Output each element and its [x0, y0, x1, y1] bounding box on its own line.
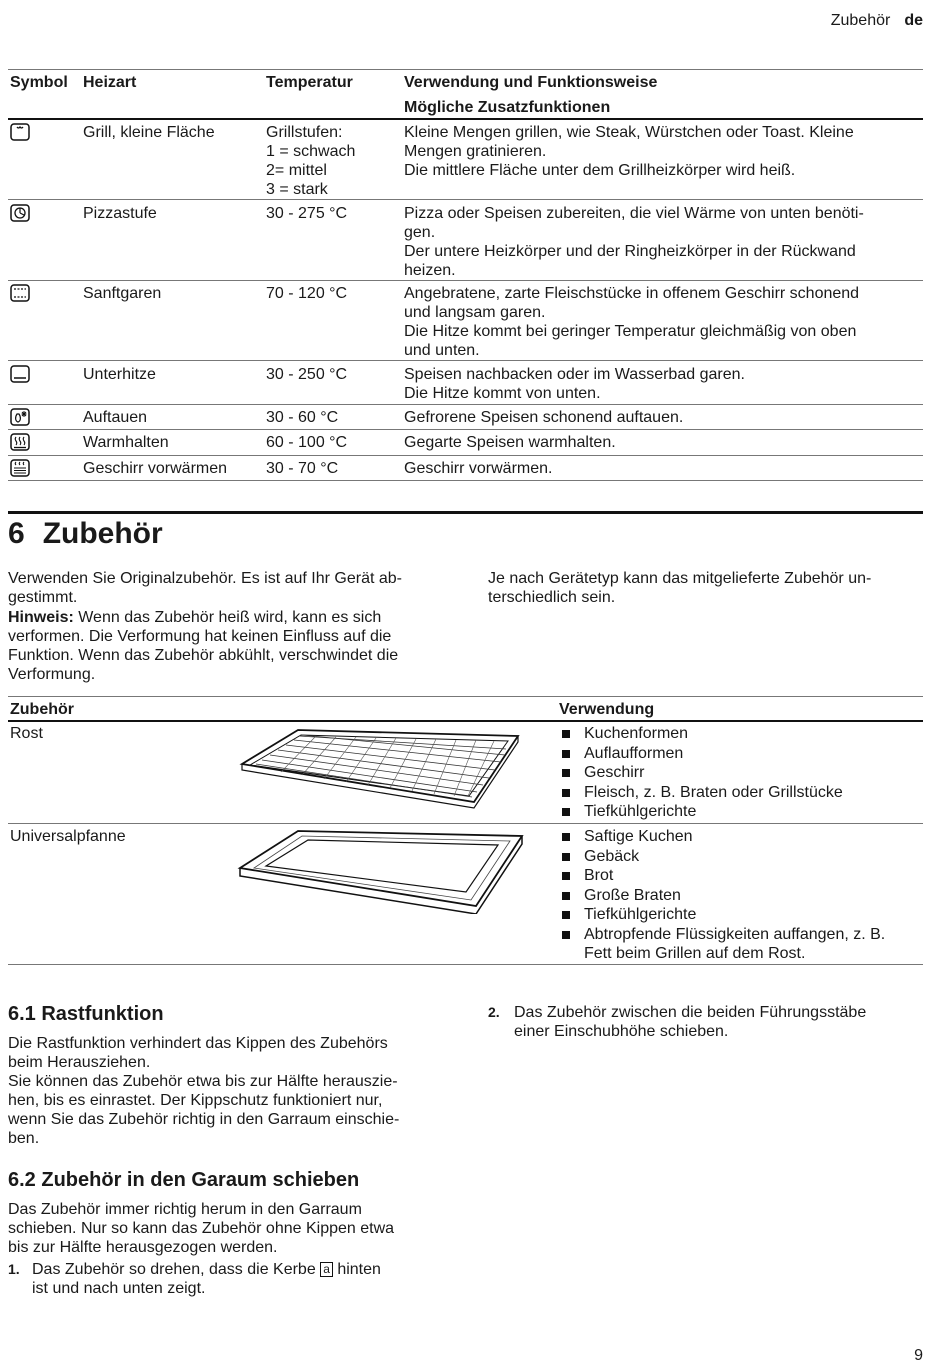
step-text — [32, 1260, 452, 1298]
header-rule — [8, 118, 923, 120]
mode-temperature: 30 - 60 °C — [266, 409, 339, 426]
notch-marker: a — [320, 1262, 333, 1277]
bottom-heat-icon — [10, 365, 30, 383]
insert-paragraph: Das Zubehör immer richtig herum in den Garraum schieben. Nur so kann das Zubehör ohne Kippen etwa bis zur Hälfte herausgezogen werden. — [8, 1201, 395, 1256]
list-item: Große Braten — [560, 886, 885, 906]
col-header-symbol: Symbol — [10, 74, 68, 91]
note-text: Wenn das Zubehör heiß wird, kann es sich verformen. Die Verformung hat keinen Einfluss auf die Funktion. Wenn das Zubehör abkühlt, verschwindet die Verformung. — [8, 609, 399, 683]
row-divider — [8, 280, 923, 281]
step-text: Das Zubehör zwischen die beiden Führungsstäbe einer Einschubhöhe schieben. — [514, 1004, 867, 1040]
list-item: Geschirr — [560, 763, 843, 783]
accessory-name: Rost — [10, 725, 43, 742]
keep-warm-icon — [10, 433, 30, 451]
col-header-extra: Mögliche Zusatzfunktionen — [404, 99, 611, 116]
acc-header-item: Zubehör — [10, 701, 74, 718]
mode-usage: Speisen nachbacken oder im Wasserbad garen. Die Hitze kommt von unten. — [404, 366, 745, 402]
page-number: 9 — [914, 1347, 923, 1364]
slow-cook-icon — [10, 284, 30, 302]
list-item: Abtropfende Flüssigkeiten auffangen, z. B. Fett beim Grillen auf dem Rost. — [560, 925, 885, 964]
list-item: Gebäck — [560, 847, 885, 867]
note-paragraph — [8, 608, 448, 684]
mode-name: Warmhalten — [83, 434, 169, 451]
grill-small-icon — [10, 123, 30, 141]
list-item: Brot — [560, 866, 885, 886]
row-divider — [8, 823, 923, 824]
list-item: Auflaufformen — [560, 744, 843, 764]
mode-usage: Gefrorene Speisen schonend auftauen. — [404, 409, 684, 426]
header-section: Zubehör — [830, 12, 891, 29]
step-number: 1. — [8, 1261, 20, 1277]
mode-usage: Gegarte Speisen warmhalten. — [404, 434, 616, 451]
plate-warm-icon — [10, 459, 30, 477]
mode-name: Grill, kleine Fläche — [83, 124, 215, 141]
mode-temperature: 70 - 120 °C — [266, 285, 348, 302]
col-header-use: Verwendung und Funktionsweise — [404, 74, 658, 91]
universal-pan-illustration — [236, 826, 526, 914]
step1-text-a: Das Zubehör so drehen, dass die Kerbe — [32, 1261, 316, 1278]
header-lang: de — [904, 12, 923, 29]
mode-temperature: Grillstufen: 1 = schwach 2= mittel 3 = stark — [266, 124, 356, 198]
wire-rack-illustration — [236, 724, 521, 810]
list-item: Tiefkühlgerichte — [560, 905, 885, 925]
accessory-name: Universalpfanne — [10, 828, 126, 845]
list-item: Kuchenformen — [560, 724, 843, 744]
mode-usage: Kleine Mengen grillen, wie Steak, Würstchen oder Toast. Kleine Mengen gratinieren. Die mittlere Fläche unter dem Grillheizkörper wird heiß. — [404, 124, 854, 179]
intro-paragraph: Verwenden Sie Originalzubehör. Es ist auf Ihr Gerät ab- gestimmt. — [8, 570, 402, 606]
subsection-heading: 6.2 Zubehör in den Garaum schieben — [8, 1169, 360, 1191]
section-number: 6 — [8, 517, 25, 550]
mode-temperature: 30 - 70 °C — [266, 460, 339, 477]
col-header-mode: Heizart — [83, 74, 137, 91]
mode-usage: Geschirr vorwärmen. — [404, 460, 553, 477]
mode-temperature: 30 - 275 °C — [266, 205, 348, 222]
rastfunktion-paragraph: Die Rastfunktion verhindert das Kippen des Zubehörs beim Herausziehen. Sie können das Zubehör etwa bis zur Hälfte herauszie- hen, bis es einrastet. Der Kippschutz funktioniert nur, wenn Sie das Zubehör richtig in den Garraum einschie- ben. — [8, 1035, 400, 1147]
pizza-icon — [10, 204, 30, 222]
mode-usage: Pizza oder Speisen zubereiten, die viel Wärme von unten benöti- gen. Der untere Heizkörper und der Ringheizkörper in der Rückwand heizen. — [404, 205, 864, 279]
mode-temperature: 30 - 250 °C — [266, 366, 348, 383]
section-rule — [8, 511, 923, 514]
col-header-temp: Temperatur — [266, 74, 353, 91]
row-divider — [8, 199, 923, 200]
mode-usage: Angebratene, zarte Fleischstücke in offenem Geschirr schonend und langsam garen. Die Hitze kommt bei geringer Temperatur gleichmäßig von oben und unten. — [404, 285, 860, 359]
acc-header-use: Verwendung — [559, 701, 655, 718]
mode-name: Pizzastufe — [83, 205, 157, 222]
running-header — [831, 12, 923, 30]
list-item: Fleisch, z. B. Braten oder Grillstücke — [560, 783, 843, 803]
row-divider — [8, 429, 923, 430]
acc-header-rule — [8, 720, 923, 722]
mode-temperature: 60 - 100 °C — [266, 434, 348, 451]
list-item: Tiefkühlgerichte — [560, 802, 843, 822]
intro-right-paragraph: Je nach Gerätetyp kann das mitgelieferte Zubehör un- terschiedlich sein. — [488, 570, 872, 606]
mode-name: Geschirr vorwärmen — [83, 460, 228, 477]
defrost-icon — [10, 408, 30, 426]
table-bottom-rule — [8, 480, 923, 481]
mode-name: Unterhitze — [83, 366, 156, 383]
mode-name: Sanftgaren — [83, 285, 162, 302]
section-title: Zubehör — [42, 517, 163, 550]
table-top-rule — [8, 69, 923, 70]
section-heading — [8, 517, 163, 551]
usage-list — [560, 724, 843, 822]
row-divider — [8, 404, 923, 405]
acc-bottom-rule — [8, 964, 923, 965]
list-item: Saftige Kuchen — [560, 827, 885, 847]
usage-list — [560, 827, 885, 964]
note-label: Hinweis: — [8, 609, 74, 626]
step1-text-b: hinten ist und nach unten zeigt. — [32, 1261, 381, 1297]
mode-name: Auftauen — [83, 409, 148, 426]
row-divider — [8, 360, 923, 361]
step-number: 2. — [488, 1004, 500, 1020]
row-divider — [8, 455, 923, 456]
subsection-heading: 6.1 Rastfunktion — [8, 1003, 164, 1025]
acc-top-rule — [8, 696, 923, 697]
